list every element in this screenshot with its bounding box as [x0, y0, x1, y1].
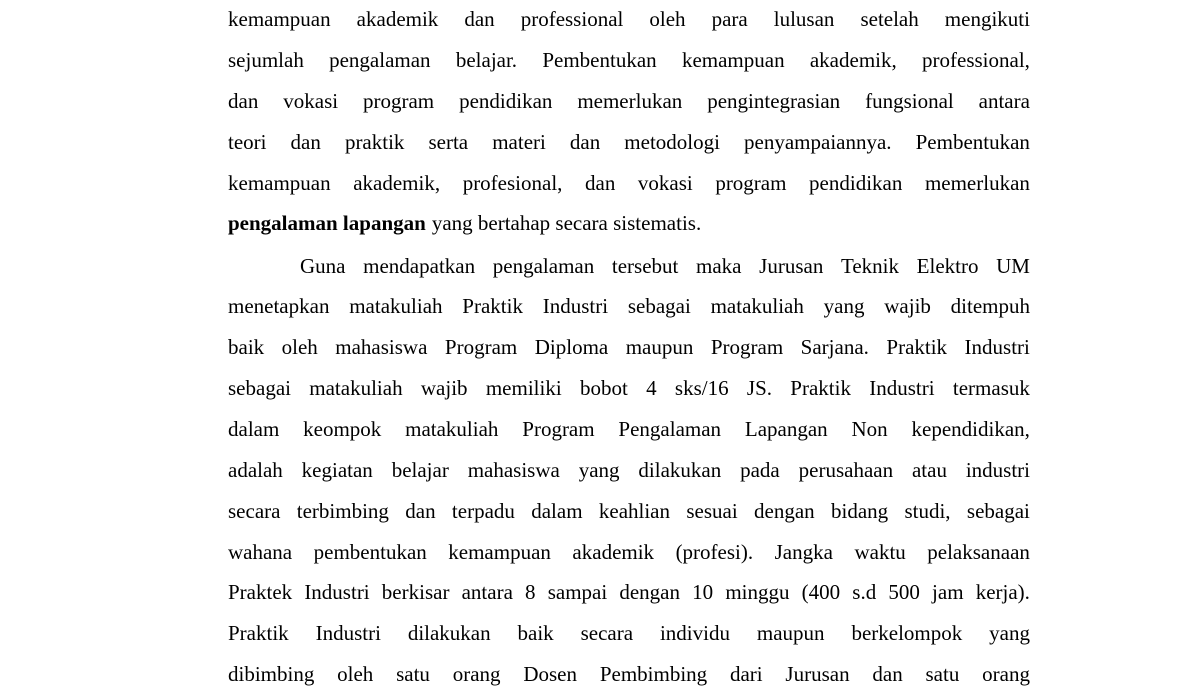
word: tersebut [611, 254, 679, 278]
word: dilakukan [638, 458, 722, 482]
word: jam [932, 580, 964, 604]
word: berkelompok [851, 621, 963, 645]
word: program [715, 171, 787, 195]
word: dan [405, 499, 436, 523]
text-line [228, 496, 1030, 526]
text-line [228, 373, 1030, 403]
text-line [228, 414, 1030, 444]
word: studi, [904, 499, 951, 523]
word: Praktek [228, 580, 293, 604]
word: ditempuh [950, 294, 1030, 318]
word: pendidikan [459, 89, 553, 113]
word: teori [228, 130, 267, 154]
word: pengintegrasian [707, 89, 841, 113]
word: satu [925, 662, 960, 686]
word: keompok [303, 417, 382, 441]
word: memerlukan [577, 89, 683, 113]
text-line [228, 168, 1030, 198]
word: Elektro [916, 254, 979, 278]
word: matakuliah [405, 417, 499, 441]
word: pembentukan [313, 540, 427, 564]
word: terbimbing [296, 499, 389, 523]
word: keahlian [598, 499, 671, 523]
word: mahasiswa [467, 458, 560, 482]
word: 8 [525, 580, 536, 604]
bold-term: pengalaman lapangan [228, 211, 426, 235]
word: Jangka [774, 540, 833, 564]
word: sks/16 [674, 376, 729, 400]
word: orang [982, 662, 1030, 686]
word: praktik [344, 130, 405, 154]
word: Pembentukan [915, 130, 1030, 154]
word: sebagai [228, 376, 291, 400]
word: profesional, [462, 171, 563, 195]
word: kemampuan [448, 540, 551, 564]
word: vokasi [637, 171, 693, 195]
word: termasuk [952, 376, 1030, 400]
text-line [228, 291, 1030, 321]
word: bidang [830, 499, 889, 523]
word: kemampuan [681, 48, 785, 72]
word: oleh [337, 662, 374, 686]
text-line [228, 618, 1030, 648]
word: dari [729, 662, 763, 686]
word: wahana [228, 540, 293, 564]
text-line [228, 127, 1030, 157]
word: wajib [420, 376, 468, 400]
word: 500 [888, 580, 920, 604]
word: secara [228, 499, 281, 523]
word: bobot [579, 376, 628, 400]
word: dibimbing [228, 662, 315, 686]
word: yang [823, 294, 865, 318]
word: antara [978, 89, 1030, 113]
word: Dosen [523, 662, 578, 686]
word: Sarjana. [800, 335, 869, 359]
word: Praktik [462, 294, 523, 318]
word: minggu [725, 580, 790, 604]
word: Industri [315, 621, 381, 645]
text-line [300, 251, 1030, 281]
word: dan [585, 171, 616, 195]
word: akademik [572, 540, 655, 564]
word: baik [517, 621, 554, 645]
word: secara [580, 621, 634, 645]
word: satu [396, 662, 430, 686]
word: lulusan [773, 7, 835, 31]
word: belajar [391, 458, 449, 482]
word: pendidikan [809, 171, 903, 195]
word: Industri [869, 376, 935, 400]
word: memerlukan [924, 171, 1030, 195]
text-line [228, 86, 1030, 116]
text-line [228, 577, 1030, 607]
word: individu [659, 621, 730, 645]
word: program [363, 89, 435, 113]
word: yang [989, 621, 1030, 645]
word: waktu [854, 540, 906, 564]
word: kerja). [975, 580, 1030, 604]
word: dengan [619, 580, 680, 604]
word: sampai [547, 580, 608, 604]
word: dan [228, 89, 259, 113]
word: kemampuan [228, 7, 331, 31]
word: Industri [304, 580, 370, 604]
word: pelaksanaan [927, 540, 1030, 564]
word: Pembentukan [542, 48, 657, 72]
text-line [228, 537, 1030, 567]
word: dan [569, 130, 601, 154]
word: Praktik [790, 376, 851, 400]
word: atau [911, 458, 947, 482]
word: fungsional [865, 89, 954, 113]
word: mengikuti [944, 7, 1030, 31]
word: penyampaiannya. [744, 130, 892, 154]
text-line [228, 45, 1030, 75]
word: matakuliah [710, 294, 804, 318]
word: Praktik [886, 335, 948, 359]
word: wajib [884, 294, 931, 318]
word: Industri [964, 335, 1030, 359]
word: pada [740, 458, 780, 482]
word: pengalaman [329, 48, 431, 72]
word: professional [520, 7, 624, 31]
word: Diploma [534, 335, 609, 359]
word: UM [996, 254, 1030, 278]
word: Lapangan [744, 417, 828, 441]
word: akademik, [353, 171, 441, 195]
text-line [228, 455, 1030, 485]
word: materi [492, 130, 546, 154]
word: akademik, [809, 48, 897, 72]
word: serta [428, 130, 469, 154]
word: yang [578, 458, 620, 482]
word: JS. [746, 376, 772, 400]
word: maupun [625, 335, 694, 359]
word: dan [464, 7, 495, 31]
word: sesuai [686, 499, 738, 523]
word: oleh [281, 335, 318, 359]
word: setelah [860, 7, 919, 31]
word: kegiatan [301, 458, 373, 482]
word: metodologi [624, 130, 720, 154]
word: dalam [531, 499, 583, 523]
text-line-last [228, 208, 1030, 238]
word: dan [290, 130, 321, 154]
word: antara [461, 580, 513, 604]
word: dalam [228, 417, 280, 441]
word: terpadu [451, 499, 515, 523]
word: mendapatkan [363, 254, 476, 278]
word: Pembimbing [599, 662, 708, 686]
word: memiliki [485, 376, 562, 400]
word: belajar. [455, 48, 518, 72]
word: dan [872, 662, 903, 686]
text-line [228, 332, 1030, 362]
word: orang [452, 662, 501, 686]
word: mahasiswa [335, 335, 428, 359]
word: Pengalaman [618, 417, 722, 441]
word: baik [228, 335, 265, 359]
word: sebagai [627, 294, 691, 318]
word: 10 [692, 580, 714, 604]
word: para [711, 7, 748, 31]
word: dengan [754, 499, 815, 523]
word: (400 [801, 580, 841, 604]
word: dilakukan [407, 621, 491, 645]
word: matakuliah [349, 294, 443, 318]
word: maka [696, 254, 742, 278]
word: Teknik [840, 254, 900, 278]
word: kependidikan, [911, 417, 1030, 441]
word: akademik [356, 7, 439, 31]
word: oleh [649, 7, 686, 31]
word: berkisar [381, 580, 450, 604]
word: perusahaan [798, 458, 894, 482]
word: industri [965, 458, 1030, 482]
word: Jurusan [785, 662, 850, 686]
word: kemampuan [228, 171, 331, 195]
text-fragment: yang bertahap secara sistematis. [431, 211, 702, 235]
word: sejumlah [228, 48, 304, 72]
word: matakuliah [309, 376, 403, 400]
word: pengalaman [492, 254, 595, 278]
word: Program [710, 335, 784, 359]
word: Praktik [228, 621, 289, 645]
word: maupun [756, 621, 825, 645]
word: Non [851, 417, 888, 441]
word: Industri [542, 294, 609, 318]
word: (profesi). [675, 540, 754, 564]
word: vokasi [283, 89, 339, 113]
word: sebagai [966, 499, 1030, 523]
word: professional, [922, 48, 1030, 72]
word: Program [522, 417, 595, 441]
text-line [228, 4, 1030, 34]
word: Jurusan [759, 254, 824, 278]
word: 4 [646, 376, 657, 400]
word: s.d [852, 580, 877, 604]
word: Program [444, 335, 518, 359]
word: menetapkan [228, 294, 330, 318]
text-line [228, 659, 1030, 689]
word: adalah [228, 458, 283, 482]
word: Guna [300, 254, 346, 278]
